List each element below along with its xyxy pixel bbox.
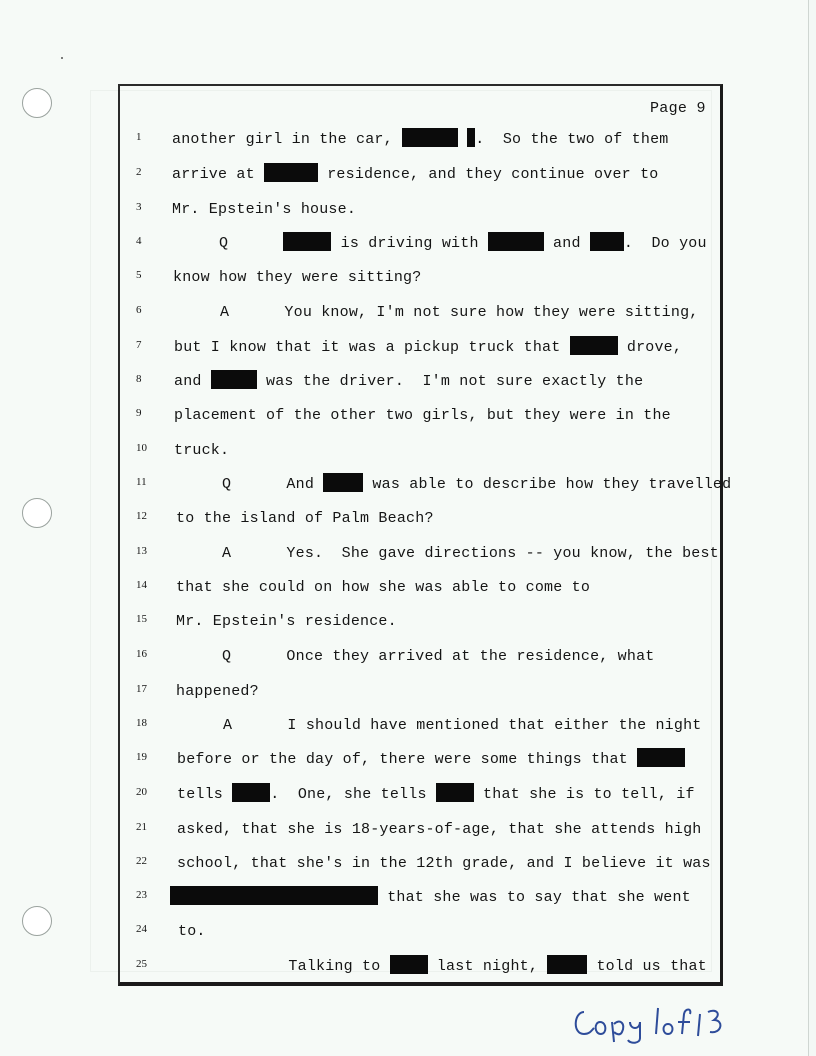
line-number: 20 bbox=[136, 786, 147, 798]
line-text bbox=[173, 232, 707, 256]
line-text bbox=[176, 645, 654, 669]
line-text-segment: happened? bbox=[176, 683, 259, 700]
line-text-segment: Q And bbox=[176, 476, 324, 493]
line-number: 5 bbox=[136, 269, 142, 281]
redaction-block bbox=[402, 128, 458, 147]
line-text-segment: . So the two of them bbox=[475, 131, 669, 148]
line-text-segment: A You know, I'm not sure how they were sitting, bbox=[174, 304, 699, 321]
transcript-line bbox=[136, 576, 721, 600]
transcript-line bbox=[136, 266, 721, 290]
line-text bbox=[176, 610, 397, 634]
line-text-segment: that she could on how she was able to come to bbox=[176, 579, 591, 596]
transcript-line bbox=[136, 886, 721, 910]
punch-hole-top bbox=[22, 88, 52, 118]
redaction-block bbox=[390, 955, 428, 974]
handwritten-copy-note-scribble bbox=[570, 1000, 740, 1044]
line-number: 14 bbox=[136, 579, 147, 591]
handwritten-copy-note bbox=[570, 1000, 740, 1040]
transcript-line bbox=[136, 783, 721, 807]
transcript-line bbox=[136, 680, 721, 704]
line-text bbox=[174, 404, 671, 428]
transcript-line bbox=[136, 163, 721, 187]
transcript-line bbox=[136, 301, 721, 325]
punch-hole-bottom bbox=[22, 906, 52, 936]
line-number: 4 bbox=[136, 235, 142, 247]
line-number: 18 bbox=[136, 717, 147, 729]
line-text bbox=[178, 920, 206, 944]
line-text-segment: Mr. Epstein's residence. bbox=[176, 613, 397, 630]
line-number: 6 bbox=[136, 304, 142, 316]
redaction-block bbox=[590, 232, 624, 251]
line-number: 21 bbox=[136, 821, 147, 833]
line-text bbox=[177, 748, 685, 772]
line-text bbox=[174, 301, 698, 325]
redaction-block bbox=[264, 163, 318, 182]
line-number: 11 bbox=[136, 476, 147, 488]
transcript-line bbox=[136, 645, 721, 669]
line-text-segment: and bbox=[543, 235, 590, 252]
line-number: 19 bbox=[136, 751, 147, 763]
redaction-block bbox=[436, 783, 474, 802]
line-text-segment: truck. bbox=[174, 442, 230, 459]
line-text bbox=[177, 818, 701, 842]
transcript-line bbox=[136, 748, 721, 772]
line-number: 8 bbox=[136, 373, 142, 385]
line-text bbox=[172, 198, 356, 222]
line-number: 16 bbox=[136, 648, 147, 660]
line-text-segment: that she was to say that she went bbox=[378, 889, 691, 906]
line-number: 3 bbox=[136, 201, 142, 213]
redaction-block bbox=[488, 232, 544, 251]
line-text-segment: to. bbox=[178, 923, 206, 940]
line-text-segment: told us that bbox=[587, 958, 707, 975]
transcript-line bbox=[136, 610, 721, 634]
line-number: 25 bbox=[136, 958, 147, 970]
line-text-segment: last night, bbox=[427, 958, 548, 975]
line-text-segment: know how they were sitting? bbox=[173, 269, 422, 286]
line-number: 15 bbox=[136, 613, 147, 625]
redaction-block bbox=[547, 955, 587, 974]
speck-mark bbox=[61, 57, 63, 59]
line-number: 13 bbox=[136, 545, 147, 557]
line-text-segment: that she is to tell, if bbox=[473, 786, 695, 803]
line-number: 7 bbox=[136, 339, 142, 351]
line-text bbox=[172, 128, 668, 152]
line-text-segment: but I know that it was a pickup truck that bbox=[174, 339, 570, 356]
line-text-segment: drove, bbox=[617, 339, 683, 356]
line-number: 24 bbox=[136, 923, 147, 935]
line-text-segment: A I should have mentioned that either the night bbox=[177, 717, 702, 734]
line-text-segment: tells bbox=[177, 786, 233, 803]
line-text-segment: A Yes. She gave directions -- you know, the best bbox=[176, 545, 719, 562]
line-text bbox=[170, 886, 691, 910]
transcript-line bbox=[136, 128, 721, 152]
redaction-block bbox=[637, 748, 685, 767]
line-text bbox=[174, 370, 643, 394]
transcript-line bbox=[136, 542, 721, 566]
line-text-segment: asked, that she is 18-years-of-age, that she attends high bbox=[177, 821, 702, 838]
line-text bbox=[174, 439, 229, 463]
line-number: 9 bbox=[136, 407, 142, 419]
transcript-line bbox=[136, 818, 721, 842]
line-text-segment: was the driver. I'm not sure exactly the bbox=[256, 373, 644, 390]
line-text bbox=[176, 680, 259, 704]
transcript-line bbox=[136, 370, 721, 394]
line-number: 23 bbox=[136, 889, 147, 901]
line-number: 10 bbox=[136, 442, 147, 454]
line-text bbox=[178, 955, 707, 979]
line-text-segment: and bbox=[174, 373, 211, 390]
line-text-segment: school, that she's in the 12th grade, and I believe it was bbox=[177, 855, 711, 872]
line-number: 12 bbox=[136, 510, 147, 522]
transcript-line bbox=[136, 232, 721, 256]
line-text-segment: before or the day of, there were some things that bbox=[177, 751, 638, 768]
line-text-segment: Talking to bbox=[178, 958, 390, 975]
redaction-block bbox=[570, 336, 618, 355]
line-text-segment: another girl in the car, bbox=[172, 131, 403, 148]
transcript-line bbox=[136, 336, 721, 360]
line-text-segment bbox=[458, 131, 467, 148]
line-text-segment: is driving with bbox=[331, 235, 488, 252]
transcript-line bbox=[136, 955, 721, 979]
transcript-line bbox=[136, 198, 721, 222]
line-text-segment: residence, and they continue over to bbox=[318, 166, 659, 183]
redaction-block bbox=[211, 370, 257, 389]
redaction-block bbox=[232, 783, 270, 802]
line-text-segment: . One, she tells bbox=[270, 786, 436, 803]
line-text-segment: placement of the other two girls, but they were in the bbox=[174, 407, 671, 424]
redaction-block bbox=[170, 886, 378, 905]
line-text-segment: to the island of Palm Beach? bbox=[176, 510, 434, 527]
line-text-segment: Mr. Epstein's house. bbox=[172, 201, 357, 218]
line-number: 22 bbox=[136, 855, 147, 867]
punch-hole-middle bbox=[22, 498, 52, 528]
line-text bbox=[172, 163, 658, 187]
line-text-segment: Q bbox=[173, 235, 284, 252]
redaction-block bbox=[283, 232, 331, 251]
line-number: 17 bbox=[136, 683, 147, 695]
transcript-line bbox=[136, 404, 721, 428]
line-text bbox=[177, 783, 695, 807]
line-text-segment: was able to describe how they travelled bbox=[363, 476, 732, 493]
line-text bbox=[173, 266, 421, 290]
line-number: 1 bbox=[136, 131, 142, 143]
line-text bbox=[176, 507, 434, 531]
line-text bbox=[177, 852, 711, 876]
line-text bbox=[176, 576, 590, 600]
transcript-line bbox=[136, 507, 721, 531]
page-number: Page 9 bbox=[650, 100, 706, 117]
line-text-segment: arrive at bbox=[172, 166, 265, 183]
transcript-line bbox=[136, 920, 721, 944]
transcript-line bbox=[136, 714, 721, 738]
transcript-line bbox=[136, 473, 732, 497]
redaction-block bbox=[323, 473, 363, 492]
line-text-segment: Q Once they arrived at the residence, what bbox=[176, 648, 655, 665]
transcript-line bbox=[136, 439, 721, 463]
line-text bbox=[176, 473, 731, 497]
line-text bbox=[177, 714, 701, 738]
line-text-segment: . Do you bbox=[623, 235, 707, 252]
line-number: 2 bbox=[136, 166, 142, 178]
line-text bbox=[176, 542, 719, 566]
transcript-line bbox=[136, 852, 721, 876]
line-text bbox=[174, 336, 682, 360]
